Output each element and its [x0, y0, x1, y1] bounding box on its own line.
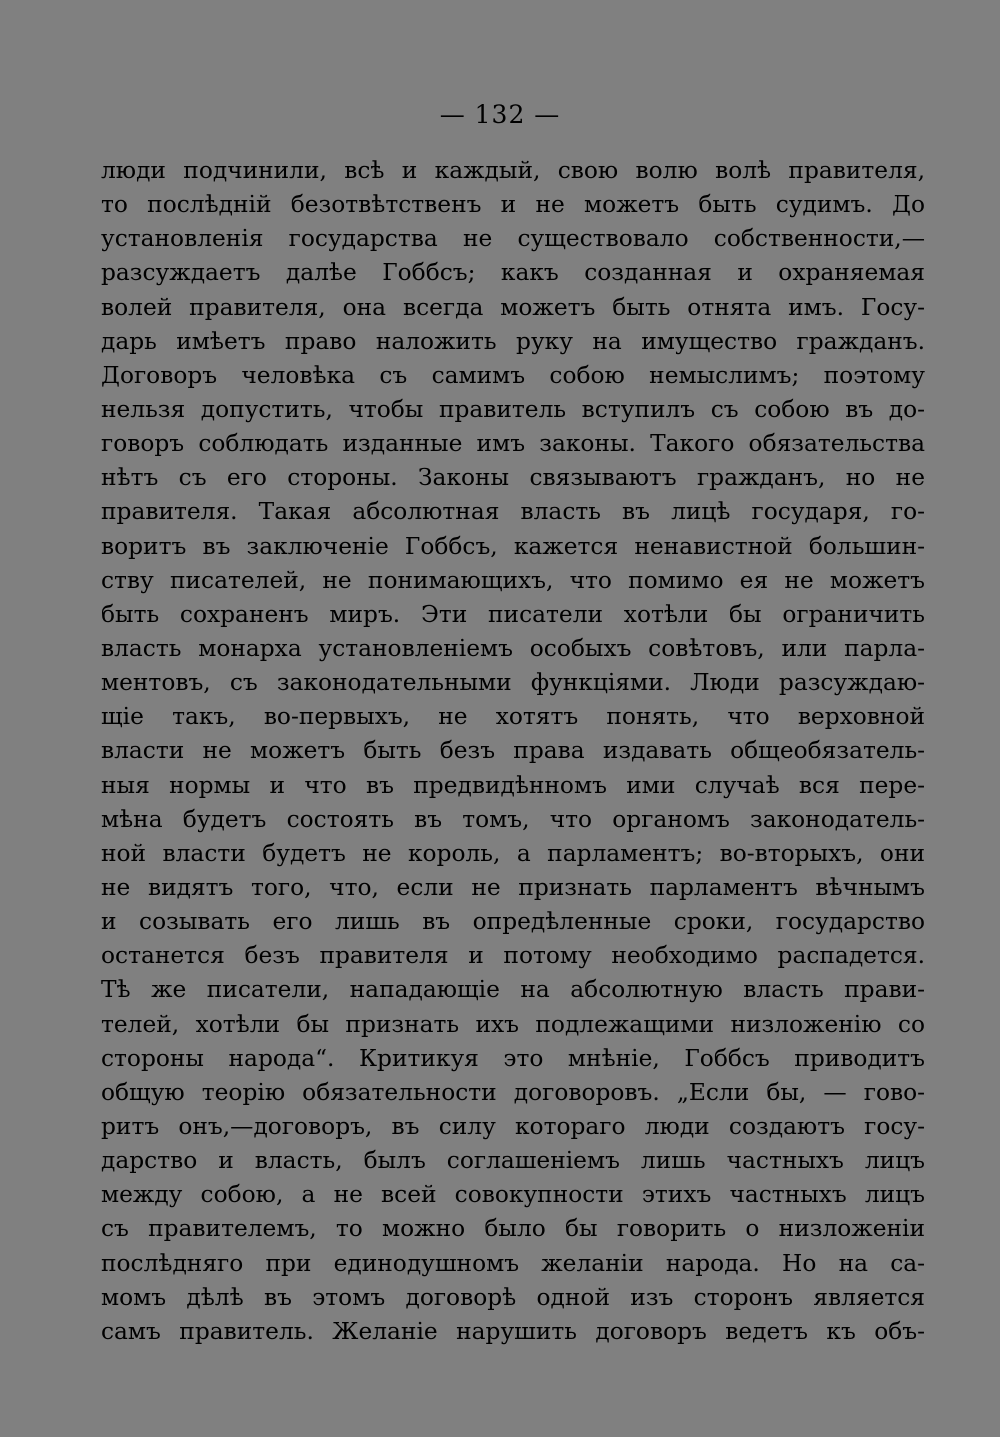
text-line: разсуждаетъ далѣе Гоббсъ; какъ созданная и охраняемая	[101, 259, 925, 287]
text-line: волей правителя, она всегда можетъ быть отнята имъ. Госу-	[101, 293, 925, 321]
text-line: ментовъ, съ законодательными функцiями. Люди разсуждаю-	[101, 669, 925, 697]
text-line: и созывать его лишь въ опредѣленные сроки, государство	[101, 908, 925, 936]
text-line: ныя нормы и что въ предвидѣнномъ ими случаѣ вся пере-	[101, 771, 925, 799]
text-line: ству писателей, не понимающихъ, что помимо ея не можетъ	[101, 566, 925, 594]
text-line: послѣдняго при единодушномъ желанiи народа. Но на са-	[101, 1249, 925, 1277]
page-number: — 132 —	[439, 100, 561, 129]
text-line: между собою, а не всей совокупности этихъ частныхъ лицъ	[101, 1181, 925, 1209]
text-line: быть сохраненъ миръ. Эти писатели хотѣли бы ограничить	[101, 600, 925, 628]
text-line: правителя. Такая абсолютная власть въ лицѣ государя, го-	[101, 498, 925, 526]
text-line: мѣна будетъ состоять въ томъ, что органомъ законодатель-	[101, 805, 925, 833]
text-line: говоръ соблюдать изданные имъ законы. Такого обязательства	[101, 430, 925, 458]
text-line: Тѣ же писатели, нападающiе на абсолютную власть прави-	[101, 976, 925, 1004]
body-text	[101, 154, 925, 1349]
text-line: ной власти будетъ не король, а парламентъ; во-вторыхъ, они	[101, 839, 925, 867]
text-line: то послѣднiй безотвѣтственъ и не можетъ быть судимъ. До	[101, 191, 925, 219]
text-line: не видятъ того, что, если не признать парламентъ вѣчнымъ	[101, 873, 925, 901]
text-line: съ правителемъ, то можно было бы говорить о низложенiи	[101, 1215, 925, 1243]
text-line: стороны народа“. Критикуя это мнѣнiе, Гоббсъ приводитъ	[101, 1044, 925, 1072]
text-line: нельзя допустить, чтобы правитель вступилъ съ собою въ до-	[101, 395, 925, 423]
text-line: установленiя государства не существовало собственности,—	[101, 225, 925, 253]
text-line: дарь имѣетъ право наложить руку на имущество гражданъ.	[101, 327, 925, 355]
text-line: останется безъ правителя и потому необходимо распадется.	[101, 942, 925, 970]
text-line: воритъ въ заключенiе Гоббсъ, кажется ненавистной большин-	[101, 532, 925, 560]
text-line: щiе такъ, во-первыхъ, не хотятъ понять, что верховной	[101, 703, 925, 731]
text-line: ритъ онъ,—договоръ, въ силу котораго люди создаютъ госу-	[101, 1112, 925, 1140]
text-line: Договоръ человѣка съ самимъ собою немыслимъ; поэтому	[101, 361, 925, 389]
text-line: общую теорiю обязательности договоровъ. „Если бы, — гово-	[101, 1078, 925, 1106]
text-line: самъ правитель. Желанiе нарушить договоръ ведетъ къ объ-	[101, 1317, 925, 1345]
text-line: нѣтъ съ его стороны. Законы связываютъ гражданъ, но не	[101, 464, 925, 492]
text-line: власть монарха установленiемъ особыхъ совѣтовъ, или парла-	[101, 634, 925, 662]
text-line: дарство и власть, былъ соглашенiемъ лишь частныхъ лицъ	[101, 1147, 925, 1175]
text-line: телей, хотѣли бы признать ихъ подлежащими низложенiю со	[101, 1010, 925, 1038]
text-line: момъ дѣлѣ въ этомъ договорѣ одной изъ сторонъ является	[101, 1283, 925, 1311]
text-line: люди подчинили, всѣ и каждый, свою волю волѣ правителя,	[101, 157, 925, 184]
text-line: власти не можетъ быть безъ права издавать общеобязатель-	[101, 737, 925, 765]
